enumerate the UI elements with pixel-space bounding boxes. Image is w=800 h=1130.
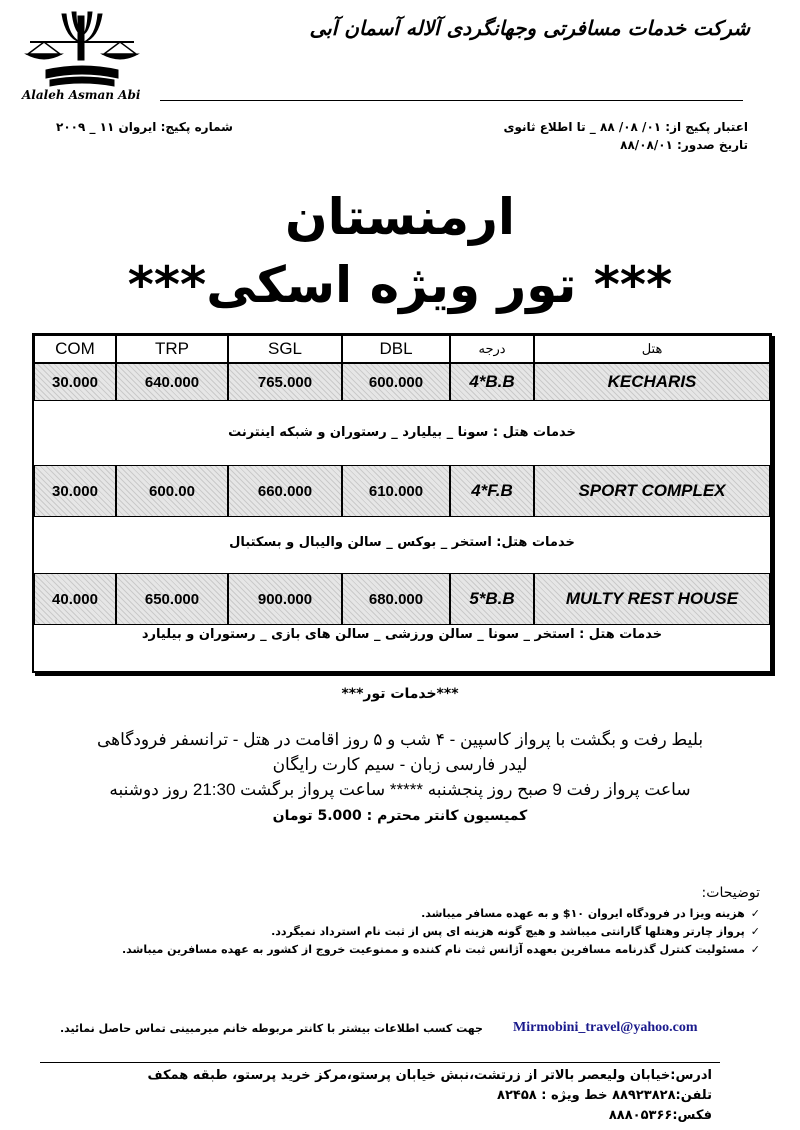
dbl-value: 610.000 [342,465,450,517]
package-validity: اعتبار پکیج از: ۰۱/ ۰۸/ ۸۸ _ تا اطلاع ثانوی [503,120,748,134]
footer-divider [40,1062,720,1063]
hotel-services: خدمات هتل : استخر _ سونا _ سالن ورزشی _ سالن های بازی _ رستوران و بیلیارد [141,627,663,642]
contact-email-link[interactable]: Mirmobini_travel@yahoo.com [513,1020,698,1035]
header-com: COM [34,335,116,363]
company-name: شرکت خدمات مسافرتی وجهانگردی آلاله آسمان آبی [309,16,750,40]
note-item [122,943,760,956]
note-text: مسئولیت کنترل گذرنامه مسافرین بعهده آژانس ثبت نام کننده و ممنوعیت خروج از کشور به عهده مسافرین میباشد. [121,943,745,956]
hotel-services: خدمات هتل: استخر _ بوکس _ سالن والیبال و بسکتبال [229,535,575,550]
address: ادرس:خیابان ولیعصر بالاتر از زرتشت،نبش خیابان پرستو،مرکز خرید پرستو، طبقه همکف [147,1068,712,1083]
title-tour: *** تور ویژه اسکی*** [127,256,673,314]
hotel-name: KECHARIS [534,363,770,401]
table-row [34,465,770,517]
company-logo [22,8,142,90]
tour-services-line: لیدر فارسی زبان - سیم کارت رایگان [272,755,528,774]
grade-value: 4*B.B [450,363,534,401]
check-icon: ✓ [750,943,760,956]
contact-text: جهت کسب اطلاعات بیشتر با کانتر مربوطه خانم میرمبینی تماس حاصل نمائید. [60,1022,483,1035]
note-item [421,907,760,920]
trp-value: 650.000 [116,573,228,625]
trp-value: 600.00 [116,465,228,517]
logo-text: Alaleh Asman Abi [22,88,141,102]
hotel-name: SPORT COMPLEX [534,465,770,517]
notes-title: توضیحات: [701,885,760,901]
header-grade: درجه [450,335,534,363]
check-icon: ✓ [750,907,760,920]
title-country: ارمنستان [284,188,516,246]
note-text: هزینه ویزا در فرودگاه ایروان ۱۰$ و به عهده مسافر میباشد. [421,907,745,920]
price-table [32,333,772,673]
grade-value: 4*F.B [450,465,534,517]
header-sgl: SGL [228,335,342,363]
grade-value: 5*B.B [450,573,534,625]
header-divider [160,100,743,101]
sgl-value: 660.000 [228,465,342,517]
sgl-value: 765.000 [228,363,342,401]
check-icon: ✓ [750,925,760,938]
flight-times: ساعت پرواز رفت 9 صبح روز پنجشنبه ***** ساعت پرواز برگشت 21:30 روز دوشنبه [109,780,691,799]
table-row [34,573,770,625]
com-value: 30.000 [34,363,116,401]
hotel-services: خدمات هتل : سونا _ بیلیارد _ رستوران و شبکه اینترنت [228,425,576,440]
table-row [34,363,770,401]
fax-number: فکس:۸۸۸۰۵۳۶۶ [608,1108,712,1123]
issue-date: تاریخ صدور: ۸۸/۰۸/۰۱ [620,138,748,152]
trp-value: 640.000 [116,363,228,401]
dbl-value: 600.000 [342,363,450,401]
note-text: پرواز چارتر وهتلها گارانتی میباشد و هیچ گونه هزینه ای پس از ثبت نام استرداد نمیگردد. [271,925,745,938]
commission: کمیسیون کانتر محترم : 5.000 تومان [272,808,528,824]
com-value: 30.000 [34,465,116,517]
package-number: شماره پکیج: ایروان ۱۱ _ ۲۰۰۹ [56,120,233,134]
phone-numbers: تلفن:۸۸۹۲۳۸۲۸ خط ویژه : ۸۲۴۵۸ [497,1088,712,1103]
table-header-row [34,335,770,363]
tour-services-line: بلیط رفت و بگشت با پرواز کاسپین - ۴ شب و ۵ روز اقامت در هتل - ترانسفر فرودگاهی [96,730,704,749]
header-hotel: هتل [534,335,770,363]
header-dbl: DBL [342,335,450,363]
note-item [271,925,760,938]
header-trp: TRP [116,335,228,363]
sgl-value: 900.000 [228,573,342,625]
tour-services-title: ***خدمات تور*** [341,686,459,702]
dbl-value: 680.000 [342,573,450,625]
hotel-name: MULTY REST HOUSE [534,573,770,625]
com-value: 40.000 [34,573,116,625]
